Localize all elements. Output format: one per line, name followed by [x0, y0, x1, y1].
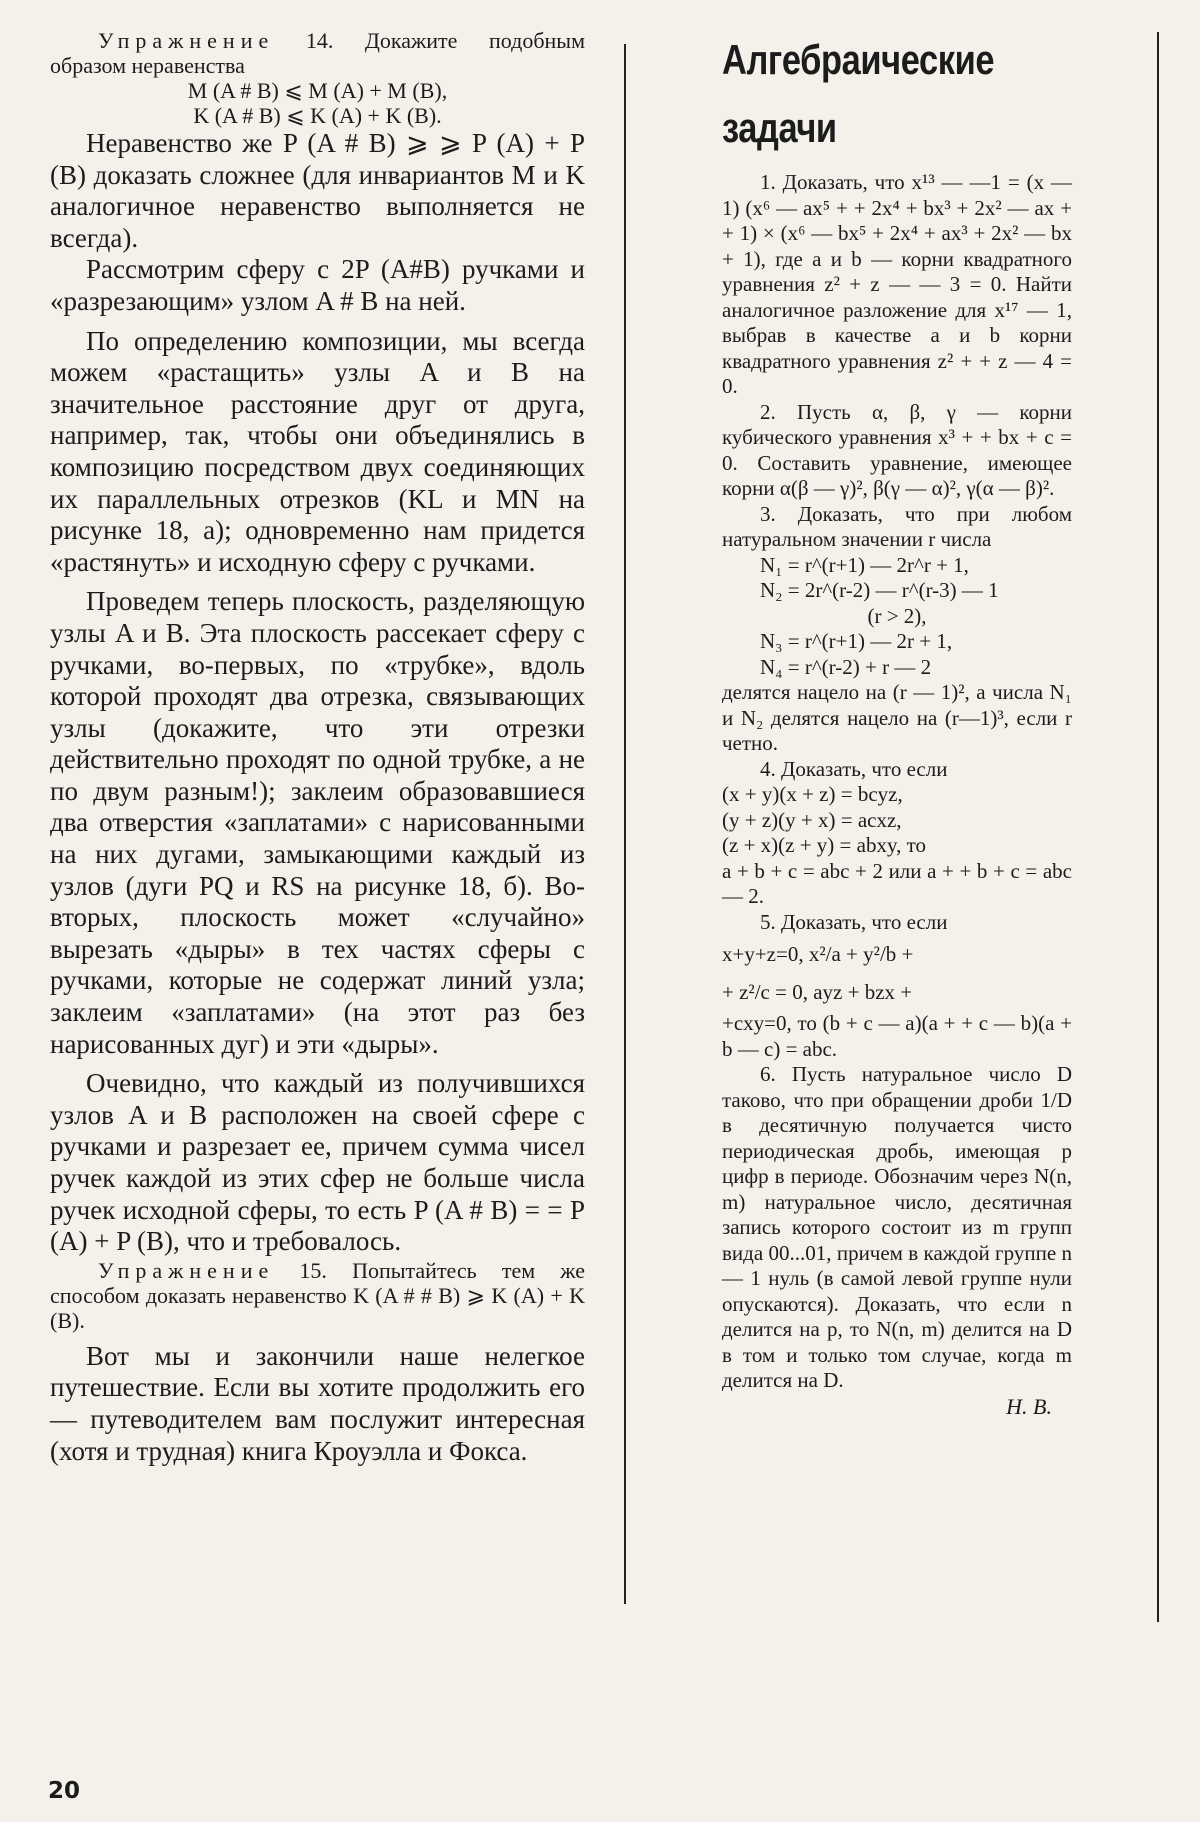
- right-column: [722, 28, 1072, 1420]
- paragraph-3: По определению композиции, мы всегда можем «растащить» узлы A и B на значительное расстояние друг от друга, например, так, чтобы они объединялись в композицию посредством двух соединяющих их параллельных отрезков (KL и MN на рисунке 18, a); одновременно нам придется «растянуть» и исходную сферу с ручками.: [50, 325, 585, 577]
- section-title-line1: Алгебраические: [722, 36, 995, 83]
- formula-m: M (A # B) ⩽ M (A) + M (B),: [187, 78, 448, 103]
- paragraph-1: Неравенство же P (A # B) ⩾ ⩾ P (A) + P (B) доказать сложнее (для инвариантов M и K аналогичное неравенство выполняется не всегда).: [50, 128, 585, 253]
- author-signature: Н. В.: [1006, 1393, 1052, 1419]
- column-divider-right: [1157, 32, 1159, 1622]
- section-title-line2: задачи: [722, 104, 837, 151]
- column-divider-left: [624, 44, 626, 1604]
- problem-3-n2: N₂ = 2r^(r-2) — r^(r-3) — 1: [760, 578, 999, 602]
- problem-4-eq3: (z + x)(z + y) = abxy, то: [722, 833, 927, 857]
- paragraph-2: Рассмотрим сферу с 2P (A#B) ручками и «разрезающим» узлом A # B на ней.: [50, 254, 585, 316]
- problem-4-intro: 4. Доказать, что если: [760, 756, 948, 781]
- problem-3-n4: N₄ = r^(r-2) + r — 2: [760, 654, 932, 679]
- problem-4-end: a + b + c = abc + 2 или a + + b + c = abc — 2.: [722, 858, 1072, 908]
- problem-4-eq1: (x + y)(x + z) = bcyz,: [722, 782, 903, 806]
- problem-5-end: +cxy=0, то (b + c — a)(a + + c — b)(a + b — c) = abc.: [722, 1011, 1072, 1061]
- problem-1: 1. Доказать, что x¹³ — —1 = (x — 1) (x⁶ — ax⁵ + + 2x⁴ + bx³ + 2x² — ax + + 1) × (x⁶ — bx⁵ + 2x⁴ + ax³ + 2x² — bx + 1), где a и b — корни квадратного уравнения z² + z — — 3 = 0. Найти аналогичное разложение для x¹⁷ — 1, выбрав в качестве a и b корни квадратного уравнения z² + + z — 4 = 0.: [722, 170, 1072, 398]
- problem-3-n1: N₁ = r^(r+1) — 2r^r + 1,: [760, 552, 969, 577]
- formula-k: K (A # B) ⩽ K (A) + K (B).: [193, 103, 442, 128]
- problem-3-intro: 3. Доказать, что при любом натуральном значении r числа: [722, 501, 1072, 551]
- page-number: 20: [48, 1778, 81, 1804]
- left-column: [50, 28, 585, 1467]
- problem-3-n3: N₃ = r^(r+1) — 2r + 1,: [760, 629, 953, 653]
- paragraph-5: Очевидно, что каждый из получившихся узлов A и B расположен на своей сфере с ручками и разрезает ее, причем сумма чисел ручек каждой из этих сфер не больше числа ручек исходной сферы, то есть P (A # B) = = P (A) + P (B), что и требовалось.: [50, 1068, 585, 1257]
- exercise-14: Упражнение 14. Докажите подобным образом неравенства: [50, 28, 585, 78]
- paragraph-6: Вот мы и закончили наше нелегкое путешествие. Если вы хотите продолжить его — путеводителем вам послужит интересная (хотя и трудная) книга Кроуэлла и Фокса.: [50, 1340, 585, 1466]
- problem-5-line1: x+y+z=0, x²/a + y²/b +: [722, 942, 914, 966]
- problem-5-line2: + z²/c = 0, ayz + bzx +: [722, 980, 913, 1004]
- paragraph-4: Проведем теперь плоскость, разделяющую узлы A и B. Эта плоскость рассекает сферу с ручками, во-первых, по «трубке», вдоль которой проходят два отрезка, связывающих узлы (докажите, что эти отрезки действительно проходят по одной трубке, а не по двум разным!); заклеим образовавшиеся два отверстия «заплатами» с нарисованными на них дугами, замыкающими каждый из узлов (дуги PQ и RS на рисунке 18, б). Во-вторых, плоскость может «случайно» вырезать «дыры» в тех частях сферы с ручками, которые не содержат линий узла; заклеим «заплатами» (на этот раз без нарисованных дуг) и эти «дыры».: [50, 586, 585, 1059]
- exercise-15: Упражнение 15. Попытайтесь тем же способом доказать неравенство K (A # # B) ⩾ K (A) + K (B).: [50, 1257, 585, 1333]
- problem-5-intro: 5. Доказать, что если: [760, 909, 948, 934]
- problem-3-end: делятся нацело на (r — 1)², а числа N₁ и N₂ делятся нацело на (r—1)³, если r четно.: [722, 680, 1072, 755]
- problem-2: 2. Пусть α, β, γ — корни кубического уравнения x³ + + bx + c = 0. Составить уравнение, имеющее корни α(β — γ)², β(γ — α)², γ(α — β)².: [722, 399, 1072, 500]
- problem-4-eq2: (y + z)(y + x) = acxz,: [722, 807, 902, 832]
- problem-3-condition: (r > 2),: [867, 603, 927, 628]
- problem-6: 6. Пусть натуральное число D таково, что при обращении дроби 1/D в десятичную получается чисто периодическая дробь, имеющая p цифр в периоде. Обозначим через N(n, m) натуральное число, десятичная запись которого состоит из m групп вида 00...01, причем в каждой группе n — 1 нуль (в самой левой группе нули опускаются). Доказать, что если n делится на p, то N(n, m) делится на D в том и только том случае, когда m делится на D.: [722, 1062, 1072, 1392]
